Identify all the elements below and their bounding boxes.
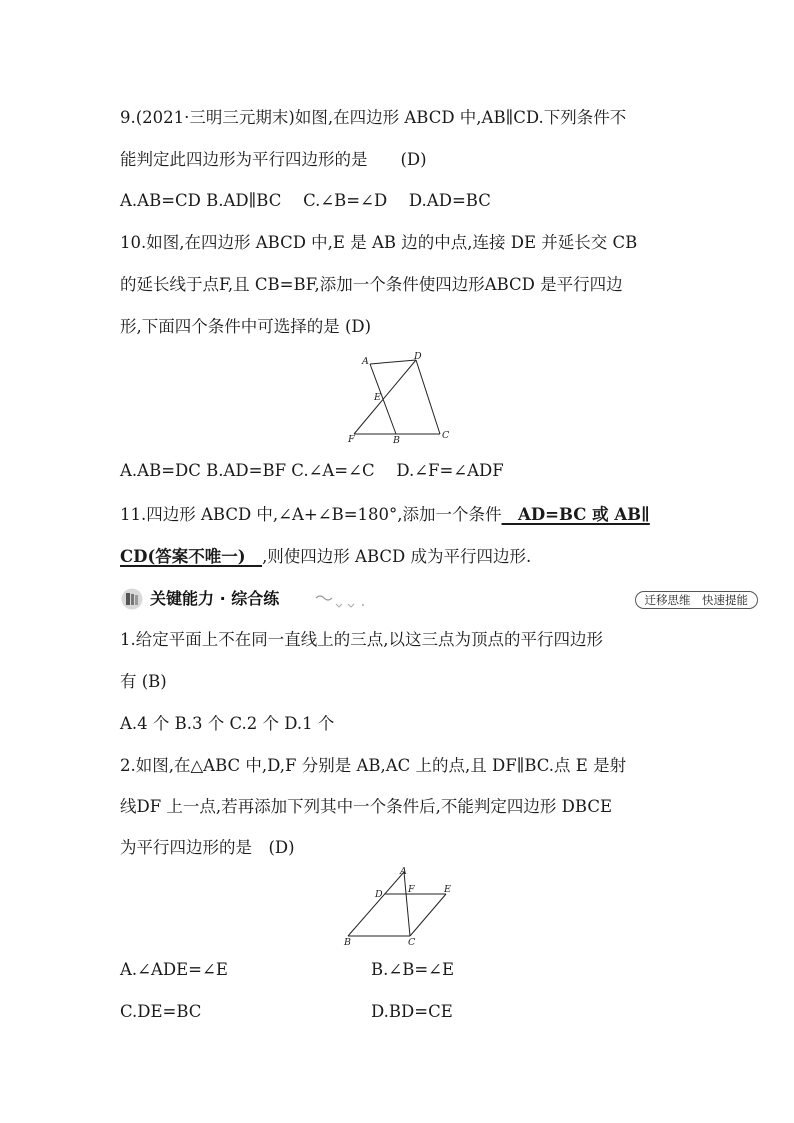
- p2-stem-line-2: 线DF 上一点,若再添加下列其中一个条件后,不能判定四边形 DBCE: [120, 797, 612, 816]
- label-e: E: [374, 392, 381, 403]
- label-d: D: [414, 351, 422, 362]
- segment-ce: [410, 894, 446, 936]
- label-b: B: [344, 937, 351, 948]
- book-icon: [120, 588, 144, 610]
- label-f: F: [408, 884, 415, 895]
- segment-ac: [404, 872, 410, 936]
- q11-answer-part-2: CD(答案不唯一): [120, 547, 263, 566]
- p2-option-a: A.∠ADE=∠E: [120, 960, 228, 979]
- segment-ad: [370, 360, 416, 364]
- p2-option-d: D.BD=CE: [371, 1002, 453, 1021]
- q11-line-2: [120, 546, 531, 568]
- label-c: C: [442, 430, 450, 441]
- section-title: 关键能力 · 综合练: [150, 589, 280, 608]
- q11-stem-tail: ,则使四边形 ABCD 成为平行四边形.: [262, 547, 532, 566]
- segment-df: [354, 360, 416, 434]
- label-c: C: [408, 937, 416, 948]
- segment-dc: [416, 360, 440, 434]
- q10-stem-line-2: 的延长线于点F,且 CB=BF,添加一个条件使四边形ABCD 是平行四边: [120, 275, 623, 294]
- label-f: F: [348, 434, 355, 444]
- label-b: B: [393, 435, 400, 444]
- q11-answer-part-1: AD=BC 或 AB∥: [501, 505, 650, 524]
- q10-stem-line-1: 10.如图,在四边形 ABCD 中,E 是 AB 边的中点,连接 DE 并延长交 CB: [120, 233, 638, 252]
- label-e: E: [444, 884, 451, 895]
- q9-options: A.AB=CD B.AD∥BC C.∠B=∠D D.AD=BC: [120, 191, 491, 210]
- p1-stem-line-2: 有 (B): [120, 672, 167, 691]
- p1-stem-line-1: 1.给定平面上不在同一直线上的三点,以这三点为顶点的平行四边形: [120, 630, 603, 649]
- label-a: A: [362, 356, 369, 367]
- q10-options: A.AB=DC B.AD=BF C.∠A=∠C D.∠F=∠ADF: [120, 461, 504, 480]
- p2-stem-line-3: 为平行四边形的是 (D): [120, 838, 295, 857]
- q10-stem-line-3: 形,下面四个条件中可选择的是 (D): [120, 317, 372, 336]
- label-d: D: [375, 889, 383, 900]
- segment-ab: [348, 872, 404, 936]
- decorative-wave-icon: [314, 592, 374, 608]
- section-header: [120, 586, 760, 612]
- p2-stem-line-1: 2.如图,在△ABC 中,D,F 分别是 AB,AC 上的点,且 DF∥BC.点 E 是射: [120, 756, 627, 775]
- p2-option-c: C.DE=BC: [120, 1002, 202, 1021]
- p2-option-b: B.∠B=∠E: [371, 960, 455, 979]
- q9-stem-line-2: 能判定此四边形为平行四边形的是 (D): [120, 150, 427, 169]
- q11-line-1: [120, 504, 650, 526]
- p1-options: A.4 个 B.3 个 C.2 个 D.1 个: [120, 714, 335, 733]
- q9-stem-line-1: 9.(2021·三明三元期末)如图,在四边形 ABCD 中,AB∥CD.下列条件不: [120, 108, 627, 127]
- q11-stem-text: 11.四边形 ABCD 中,∠A+∠B=180°,添加一个条件: [120, 505, 502, 524]
- label-a: A: [400, 866, 407, 877]
- section-badge: 迁移思维 快速提能: [635, 591, 759, 609]
- p2-triangle-figure: [336, 866, 466, 950]
- q10-quadrilateral-figure: [340, 348, 460, 444]
